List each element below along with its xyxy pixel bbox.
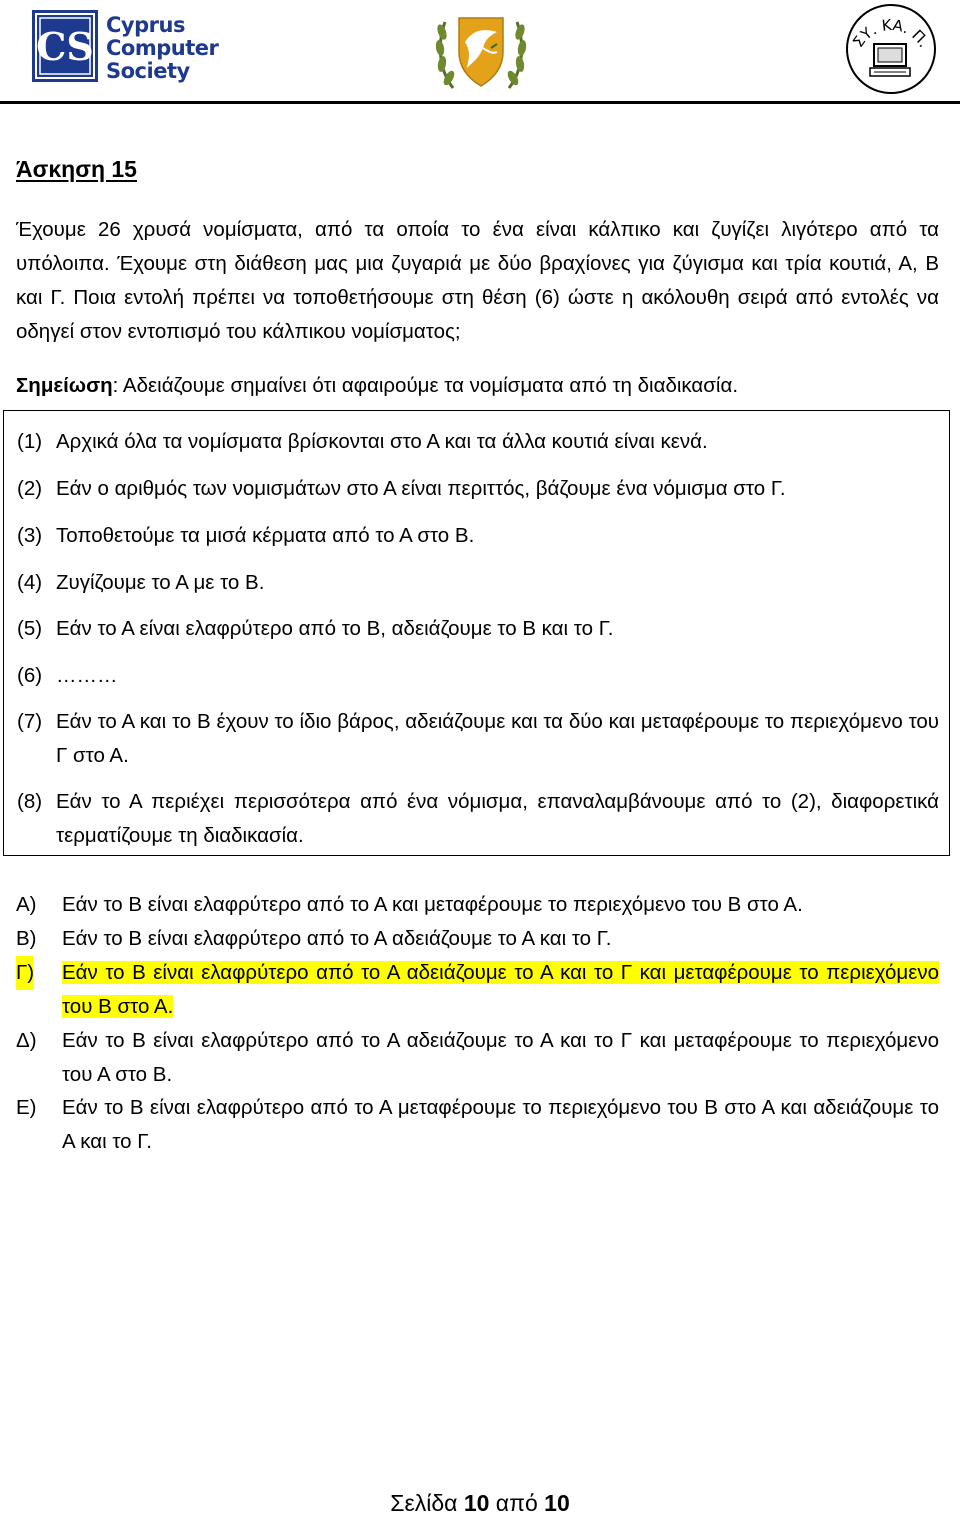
header-divider (0, 101, 960, 104)
footer-total-pages: 10 (544, 1490, 570, 1516)
option-label: Α) (16, 893, 37, 916)
footer-current-page: 10 (463, 1490, 490, 1516)
exercise-title: Άσκηση 15 (16, 156, 137, 182)
page-footer (0, 1490, 960, 1517)
ccs-logo-line: Society (106, 59, 190, 83)
cyprus-emblem-icon (433, 8, 529, 96)
ccs-logo-line: Cyprus (106, 13, 185, 37)
step-number: (6) (17, 664, 43, 687)
option-label: Ε) (16, 1096, 37, 1119)
option-label: Δ) (16, 1029, 37, 1052)
ccs-logo-line: Computer (106, 36, 219, 60)
step-text: ……… (56, 664, 118, 687)
option-text: Εάν το Β είναι ελαφρύτερο από το Α αδειάζουμε το Α και το Γ. (62, 927, 612, 950)
note-text: : Αδειάζουμε σημαίνει ότι αφαιρούμε τα νομίσματα από τη διαδικασία. (112, 374, 739, 397)
step-number: (3) (17, 524, 43, 547)
option-label: Β) (16, 927, 37, 950)
step-text: Αρχικά όλα τα νομίσματα βρίσκονται στο Α και τα άλλα κουτιά είναι κενά. (56, 430, 708, 453)
ccs-logo-text (106, 14, 218, 83)
ccs-mark-icon (30, 8, 100, 84)
option-label: Γ) (16, 956, 34, 990)
option-text (62, 956, 939, 1024)
step-number: (4) (17, 571, 43, 594)
step-number: (8) (17, 790, 43, 813)
steps-box (3, 410, 950, 856)
footer-middle: από (489, 1490, 545, 1516)
note-label: Σημείωση (16, 374, 113, 397)
page-header (0, 0, 960, 104)
option-text: Εάν το Β είναι ελαφρύτερο από το Α μεταφέρουμε το περιεχόμενο του Β στο Α και αδειάζουμε το Α και το Γ. (62, 1096, 939, 1153)
step-number: (5) (17, 617, 43, 640)
highlighted-text: Εάν το Β είναι ελαφρύτερο από το Α αδειάζουμε το Α και το Γ και μεταφέρουμε το περιεχόμενο του Β στο Α. (62, 961, 939, 1018)
exercise-intro: Έχουμε 26 χρυσά νομίσματα, από τα οποία το ένα είναι κάλπικο και ζυγίζει λιγότερο από τα υπόλοιπα. Έχουμε στη διάθεση μας μια ζυγαριά με δύο βραχίονες για ζύγισμα και τρία κουτιά, Α, Β και Γ. Ποια εντολή πρέπει να τοποθετήσουμε στη θέση (6) ώστε η ακόλουθη σειρά από εντολές να οδηγεί στον εντοπισμό του κάλπικου νομίσματος; (16, 218, 939, 343)
step-text: Εάν το Α περιέχει περισσότερα από ένα νόμισμα, επαναλαμβάνουμε από το (2), διαφορετικά τερματίζουμε τη διαδικασία. (56, 790, 939, 847)
syka-logo-icon (844, 2, 938, 96)
step-text: Εάν το Α και το Β έχουν το ίδιο βάρος, αδειάζουμε και τα δύο και μεταφέρουμε το περιεχόμενο του Γ στο Α. (56, 710, 939, 767)
cyprus-computer-society-logo (30, 8, 219, 88)
step-number: (1) (17, 430, 43, 453)
option-text: Εάν το Β είναι ελαφρύτερο από το Α αδειάζουμε το Α και το Γ και μεταφέρουμε το περιεχόμενο του Α στο Β. (62, 1029, 939, 1086)
option-text: Εάν το Β είναι ελαφρύτερο από το Α και μεταφέρουμε το περιεχόμενο του Β στο Α. (62, 893, 803, 916)
step-text: Εάν ο αριθμός των νομισμάτων στο Α είναι περιττός, βάζουμε ένα νόμισμα στο Γ. (56, 477, 786, 500)
footer-prefix: Σελίδα (390, 1490, 464, 1516)
step-text: Ζυγίζουμε το Α με το Β. (56, 571, 265, 594)
exercise-note (16, 374, 738, 398)
syka-logo-text: ΣΥ. ΚΑ. Π. (849, 15, 934, 51)
step-text: Εάν το Α είναι ελαφρύτερο από το Β, αδειάζουμε το Β και το Γ. (56, 617, 614, 640)
step-text: Τοποθετούμε τα μισά κέρματα από το Α στο Β. (56, 524, 475, 547)
ccs-mark-text: CS (36, 24, 94, 69)
step-number: (7) (17, 710, 43, 733)
step-number: (2) (17, 477, 43, 500)
